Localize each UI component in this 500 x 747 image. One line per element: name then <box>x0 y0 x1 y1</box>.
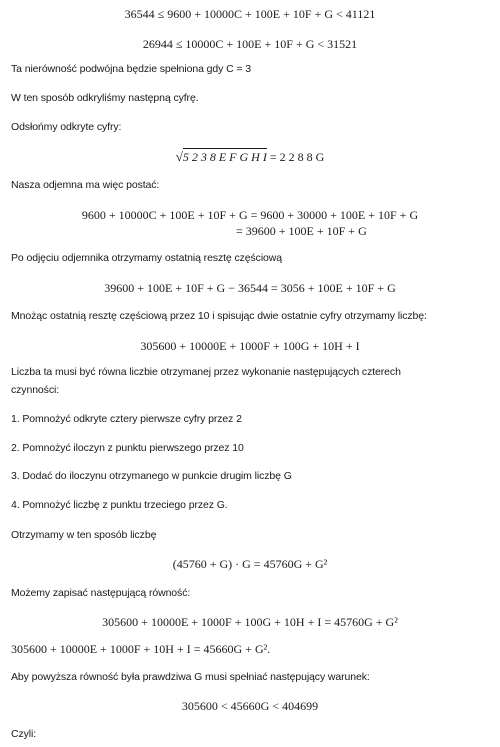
inequality-1: 36544 ≤ 9600 + 10000C + 100E + 10F + G < 41121 <box>124 7 376 21</box>
paragraph-equality: Możemy zapisać następującą równość: <box>11 587 191 599</box>
paragraph-condition-g: Aby powyższa równość była prawdziwa G musi spełniać następujący warunek: <box>11 671 370 683</box>
paragraph-minuend: Nasza odjemna ma więc postać: <box>11 179 160 191</box>
paragraph-remainder: Po odjęciu odjemnika otrzymamy ostatnią resztę częściową <box>11 252 283 264</box>
paragraph-therefore: Czyli: <box>11 728 37 740</box>
equality-full: 305600 + 10000E + 1000F + 100G + 10H + I = 45760G + G² <box>102 615 398 629</box>
sqrt-expression <box>176 150 267 163</box>
paragraph-next-digit: W ten sposób odkryliśmy następną cyfrę. <box>11 92 199 104</box>
step-4: 4. Pomnożyć liczbę z punktu trzeciego przez G. <box>11 499 228 511</box>
inequality-g: 305600 < 45660G < 404699 <box>181 699 319 713</box>
remainder-equation: 39600 + 100E + 10F + G − 36544 = 3056 + 100E + 10F + G <box>104 281 396 295</box>
paragraph-reveal: Odsłońmy odkryte cyfry: <box>11 121 122 133</box>
step-3: 3. Dodać do iloczynu otrzymanego w punkcie drugim liczbę G <box>11 470 292 482</box>
number-expression: 305600 + 10000E + 1000F + 100G + 10H + I <box>140 339 360 353</box>
paragraph-result: Otrzymamy w ten sposób liczbę <box>11 529 157 541</box>
step-1: 1. Pomnożyć odkryte cztery pierwsze cyfry przez 2 <box>11 413 242 425</box>
inequality-2: 26944 ≤ 10000C + 100E + 10F + G < 31521 <box>142 37 358 51</box>
minuend-equation-line-1: 9600 + 10000C + 100E + 10F + G = 9600 + 30000 + 100E + 10F + G <box>81 208 419 222</box>
radicand: 5 2 3 8 E F G H I <box>182 150 267 164</box>
paragraph-steps-intro-2: czynności: <box>11 384 60 396</box>
product-equation: (45760 + G) · G = 45760G + G² <box>172 557 328 571</box>
equality-simplified: 305600 + 10000E + 1000F + 10H + I = 45660G + G². <box>11 642 271 656</box>
sqrt-equation <box>0 150 500 163</box>
paragraph-steps-intro-1: Liczba ta musi być równa liczbie otrzymanej przez wykonanie następujących czterech <box>11 366 401 378</box>
step-2: 2. Pomnożyć iloczyn z punktu pierwszego przez 10 <box>11 442 244 454</box>
minuend-equation-line-2: = 39600 + 100E + 10F + G <box>236 224 367 238</box>
paragraph-multiply: Mnożąc ostatnią resztę częściową przez 10 i spisując dwie ostatnie cyfry otrzymamy liczbę: <box>11 310 427 322</box>
sqrt-result: = 2 2 8 8 G <box>266 150 325 164</box>
radical-sign: √ <box>175 149 183 164</box>
paragraph-condition: Ta nierówność podwójna będzie spełniona gdy C = 3 <box>11 63 251 75</box>
